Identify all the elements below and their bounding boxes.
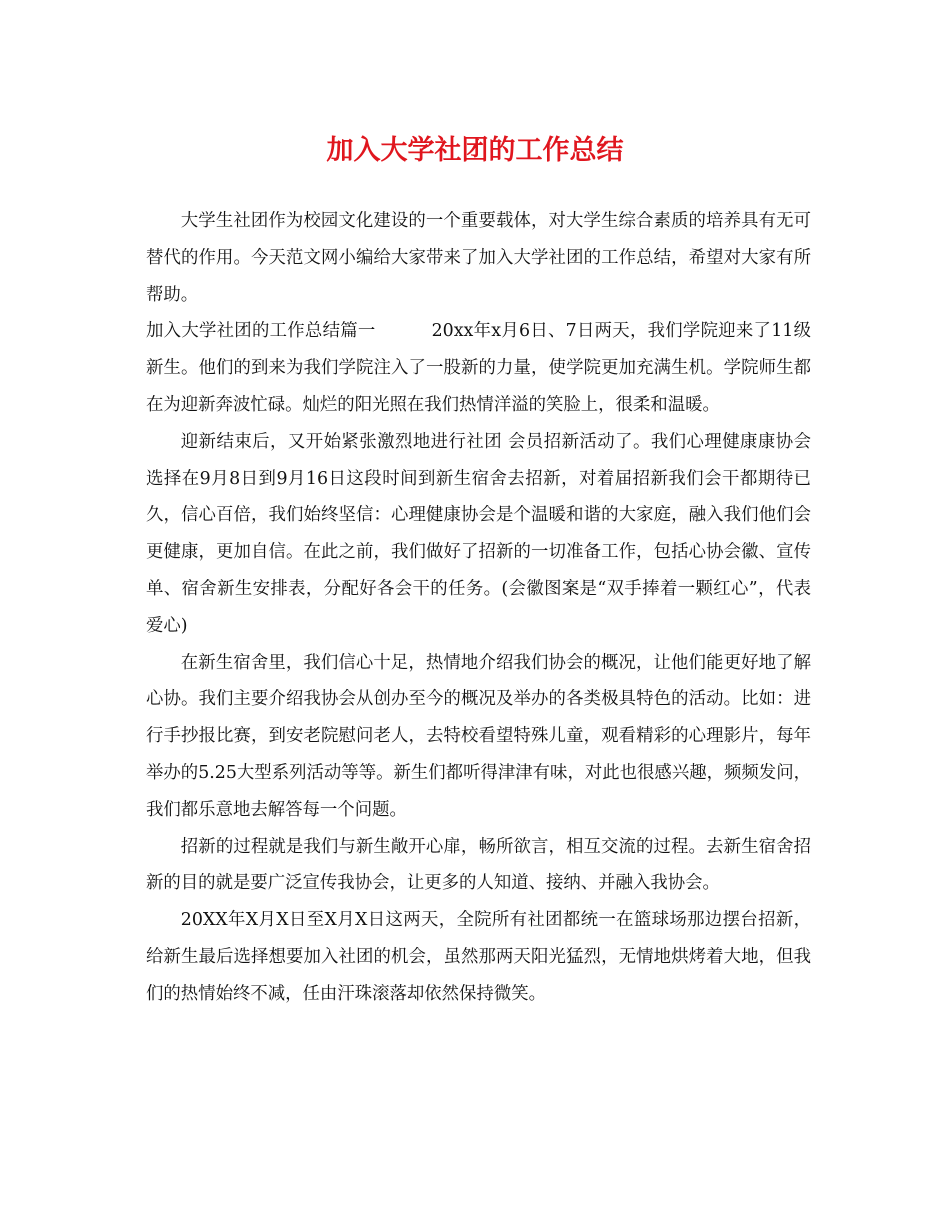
paragraph-process: 招新的过程就是我们与新生敞开心扉，畅所欲言，相互交流的过程。去新生宿舍招新的目的就是要广泛宣传我协会，让更多的人知道、接纳、并融入我协会。: [146, 836, 811, 894]
paragraph-booth: 20XX年X月X日至X月X日这两天，全院所有社团都统一在篮球场那边摆台招新，给新生最后选择想要加入社团的机会，虽然那两天阳光猛烈，无情地烘烤着大地，但我们的热情始终不减，任由汗珠滚落却依然保持微笑。: [146, 910, 811, 1004]
paragraph-recruitment: 迎新结束后，又开始紧张激烈地进行社团 会员招新活动了。我们心理健康康协会选择在9月8日到9月16日这段时间到新生宿舍去招新，对着届招新我们会干都期待已久，信心百倍，我们始终坚信：心理健康协会是个温暖和谐的大家庭，融入我们他们会更健康，更加自信。在此之前，我们做好了招新的一切准备工作，包括心协会徽、宣传单、宿舍新生安排表，分配好各会干的任务。(会徽图案是“双手捧着一颗红心”，代表爱心): [146, 431, 811, 636]
paragraph-intro: 大学生社团作为校园文化建设的一个重要载体，对大学生综合素质的培养具有无可替代的作用。今天范文网小编给大家带来了加入大学社团的工作总结，希望对大家有所帮助。: [146, 211, 811, 305]
paragraph-section-one: [146, 313, 811, 423]
paragraph-welcome: 20xx年x月6日、7日两天，我们学院迎来了11级新生。他们的到来为我们学院注入了一股新的力量，使学院更加充满生机。学院师生都在为迎新奔波忙碌。灿烂的阳光照在我们热情洋溢的笑脸上，很柔和温暖。: [146, 321, 811, 415]
document-title: 加入大学社团的工作总结: [326, 135, 624, 166]
paragraph-dormitory: 在新生宿舍里，我们信心十足，热情地介绍我们协会的概况，让他们能更好地了解心协。我们主要介绍我协会从创办至今的概况及举办的各类极具特色的活动。比如：进行手抄报比赛，到安老院慰问老人，去特校看望特殊儿童，观看精彩的心理影片，每年举办的5.25大型系列活动等等。新生们都听得津津有味，对此也很感兴趣，频频发问，我们都乐意地去解答每一个问题。: [146, 652, 811, 820]
section-heading: 加入大学社团的工作总结篇一: [146, 321, 376, 342]
document-body: [146, 203, 811, 1013]
